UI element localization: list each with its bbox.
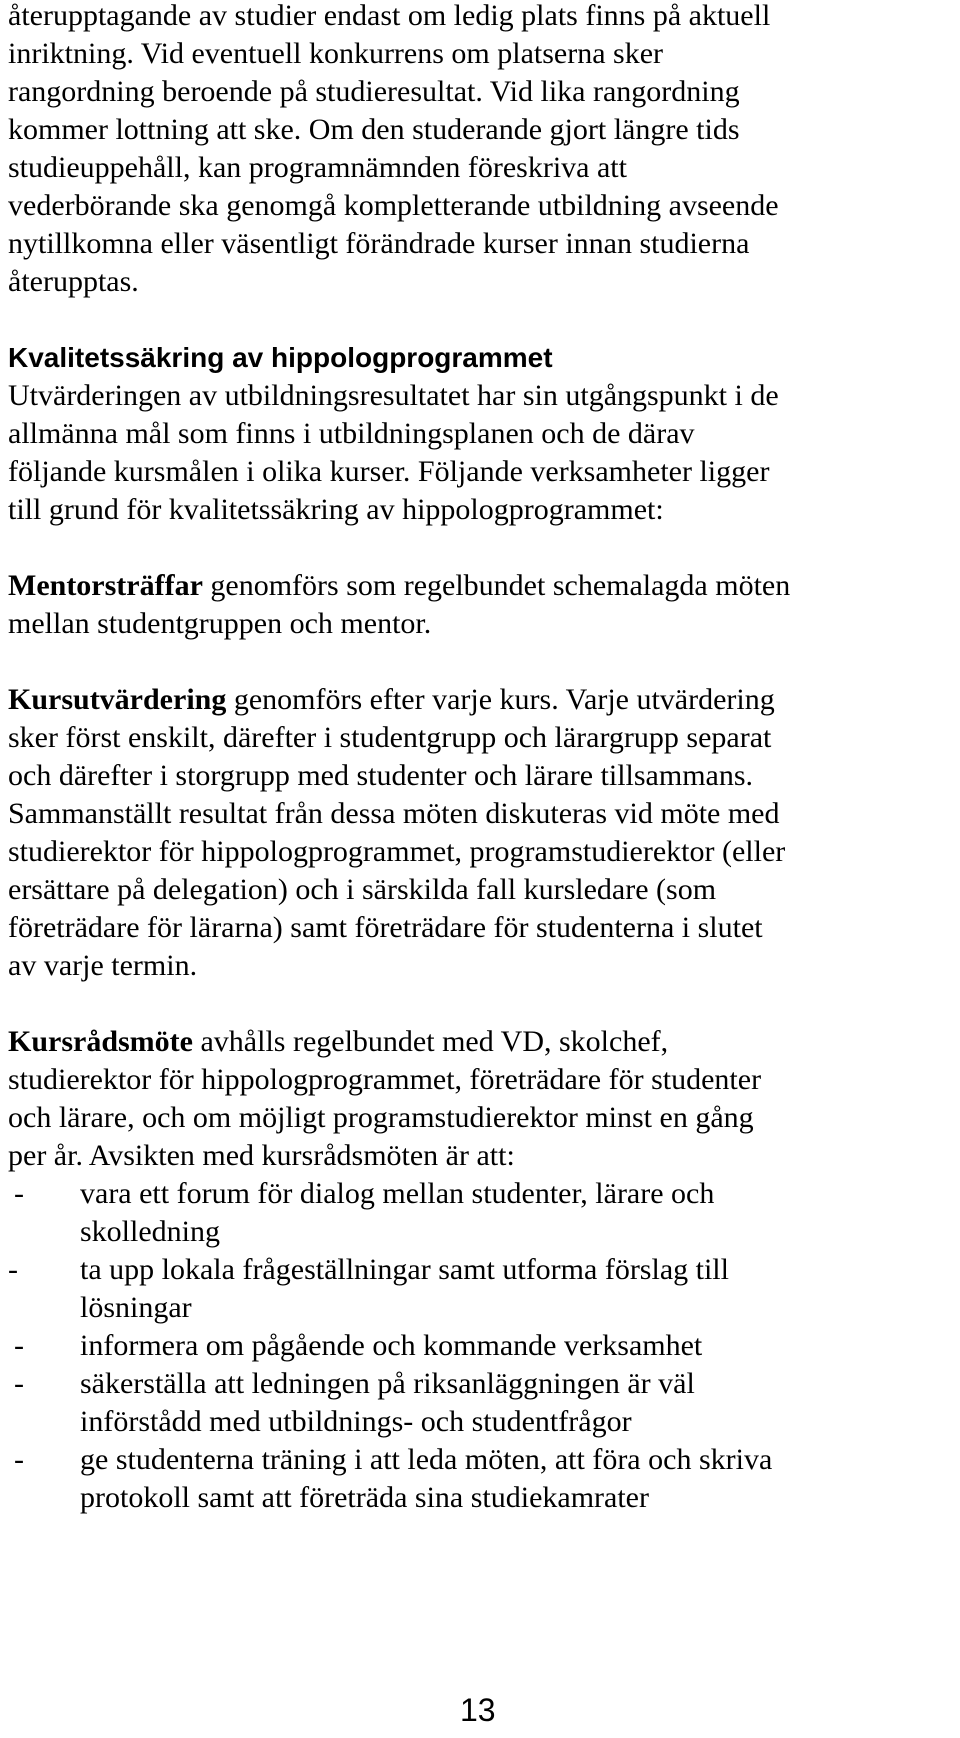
mentor-text: genomförs som regelbundet schemalagda möten [202, 569, 791, 602]
kursutv-line: av varje termin. [8, 949, 198, 982]
kursutv-line: studierektor för hippologprogrammet, programstudierektor (eller [8, 835, 786, 868]
intro-line: rangordning beroende på studieresultat. Vid lika rangordning [8, 75, 740, 108]
list-item: vara ett forum för dialog mellan studenter, lärare och [80, 1177, 715, 1210]
kursrad-term: Kursrådsmöte [8, 1025, 193, 1058]
section-heading: Kvalitetssäkring av hippologprogrammet [8, 342, 553, 373]
kursutv-line: sker först enskilt, därefter i studentgrupp och lärargrupp separat [8, 721, 772, 754]
kursutv-paragraph-first-line [8, 680, 775, 720]
kursutv-term: Kursutvärdering [8, 683, 227, 716]
list-dash: - [14, 1367, 24, 1400]
intro-line: nytillkomna eller väsentligt förändrade kurser innan studierna [8, 227, 750, 260]
list-item: ge studenterna träning i att leda möten, att föra och skriva [80, 1443, 773, 1476]
section-line: Utvärderingen av utbildningsresultatet har sin utgångspunkt i de [8, 379, 779, 412]
intro-line: kommer lottning att ske. Om den studerande gjort längre tids [8, 113, 740, 146]
kursutv-line: och därefter i storgrupp med studenter och lärare tillsammans. [8, 759, 754, 792]
list-item-continuation: införstådd med utbildnings- och studentfrågor [80, 1405, 632, 1438]
page-number: 13 [460, 1692, 496, 1728]
mentor-line: mellan studentgruppen och mentor. [8, 607, 432, 640]
list-item: informera om pågående och kommande verksamhet [80, 1329, 703, 1362]
section-line: till grund för kvalitetssäkring av hippologprogrammet: [8, 493, 664, 526]
list-dash: - [14, 1177, 24, 1210]
list-item-continuation: protokoll samt att företräda sina studiekamrater [80, 1481, 649, 1514]
section-line: följande kursmålen i olika kurser. Följande verksamheter ligger [8, 455, 770, 488]
kursrad-line: studierektor för hippologprogrammet, företrädare för studenter [8, 1063, 762, 1096]
mentor-paragraph-first-line [8, 566, 790, 606]
list-item-continuation: skolledning [80, 1215, 220, 1248]
list-dash: - [14, 1329, 24, 1362]
intro-line: studieuppehåll, kan programnämnden föreskriva att [8, 151, 627, 184]
kursrad-line: per år. Avsikten med kursrådsmöten är att: [8, 1139, 515, 1172]
list-dash: - [14, 1443, 24, 1476]
kursutv-text: genomförs efter varje kurs. Varje utvärdering [226, 683, 775, 716]
mentor-term: Mentorsträffar [8, 569, 203, 602]
intro-line: inriktning. Vid eventuell konkurrens om platserna sker [8, 37, 664, 70]
section-line: allmänna mål som finns i utbildningsplanen och de därav [8, 417, 695, 450]
kursutv-line: ersättare på delegation) och i särskilda fall kursledare (som [8, 873, 717, 906]
intro-line: återupptagande av studier endast om ledig plats finns på aktuell [8, 0, 771, 32]
intro-line: återupptas. [8, 265, 139, 298]
intro-line: vederbörande ska genomgå kompletterande utbildning avseende [8, 189, 779, 222]
kursutv-line: företrädare för lärarna) samt företrädare för studenterna i slutet [8, 911, 763, 944]
kursrad-line: och lärare, och om möjligt programstudierektor minst en gång [8, 1101, 754, 1134]
kursrad-paragraph-first-line [8, 1022, 668, 1062]
kursutv-line: Sammanställt resultat från dessa möten diskuteras vid möte med [8, 797, 780, 830]
list-item: ta upp lokala frågeställningar samt utforma förslag till [80, 1253, 729, 1286]
kursrad-text: avhålls regelbundet med VD, skolchef, [192, 1025, 669, 1058]
list-dash: - [8, 1253, 18, 1286]
list-item: säkerställa att ledningen på riksanläggningen är väl [80, 1367, 695, 1400]
list-item-continuation: lösningar [80, 1291, 192, 1324]
